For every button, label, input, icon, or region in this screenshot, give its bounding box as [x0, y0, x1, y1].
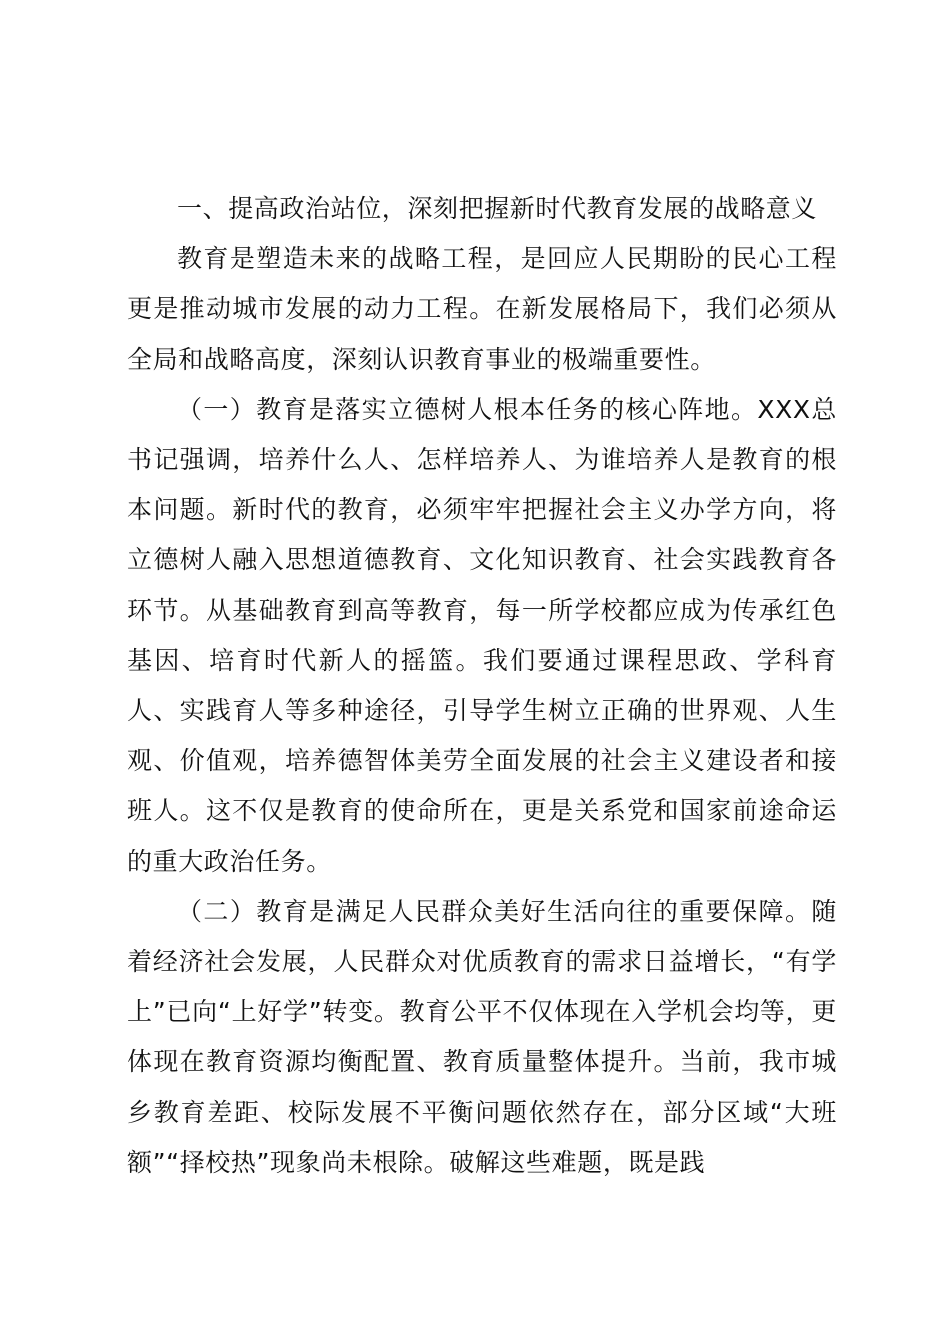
paragraph-section-two: （二）教育是满足人民群众美好生活向往的重要保障。随着经济社会发展，人民群众对优质教育的需求日益增长，“有学上”已向“上好学”转变。教育公平不仅体现在入学机会均等，更体现在教育资源均衡配置、教育质量整体提升。当前，我市城乡教育差距、校际发展不平衡问题依然存在，部分区域“大班额”“择校热”现象尚未根除。破解这些难题，既是践: [127, 896, 837, 1177]
paragraph-section-one: （一）教育是落实立德树人根本任务的核心阵地。XXX总书记强调，培养什么人、怎样培养人、为谁培养人是教育的根本问题。新时代的教育，必须牢牢把握社会主义办学方向，将立德树人融入思想道德教育、文化知识教育、社会实践教育各环节。从基础教育到高等教育，每一所学校都应成为传承红色基因、培育时代新人的摇篮。我们要通过课程思政、学科育人、实践育人等多种途径，引导学生树立正确的世界观、人生观、价值观，培养德智体美劳全面发展的社会主义建设者和接班人。这不仅是教育的使命所在，更是关系党和国家前途命运的重大政治任务。: [127, 394, 837, 876]
section-heading: 一、提高政治站位，深刻把握新时代教育发展的战略意义: [177, 194, 818, 223]
paragraph-intro: 教育是塑造未来的战略工程，是回应人民期盼的民心工程更是推动城市发展的动力工程。在新发展格局下，我们必须从全局和战略高度，深刻认识教育事业的极端重要性。: [127, 244, 837, 374]
document-body: [127, 184, 837, 1188]
